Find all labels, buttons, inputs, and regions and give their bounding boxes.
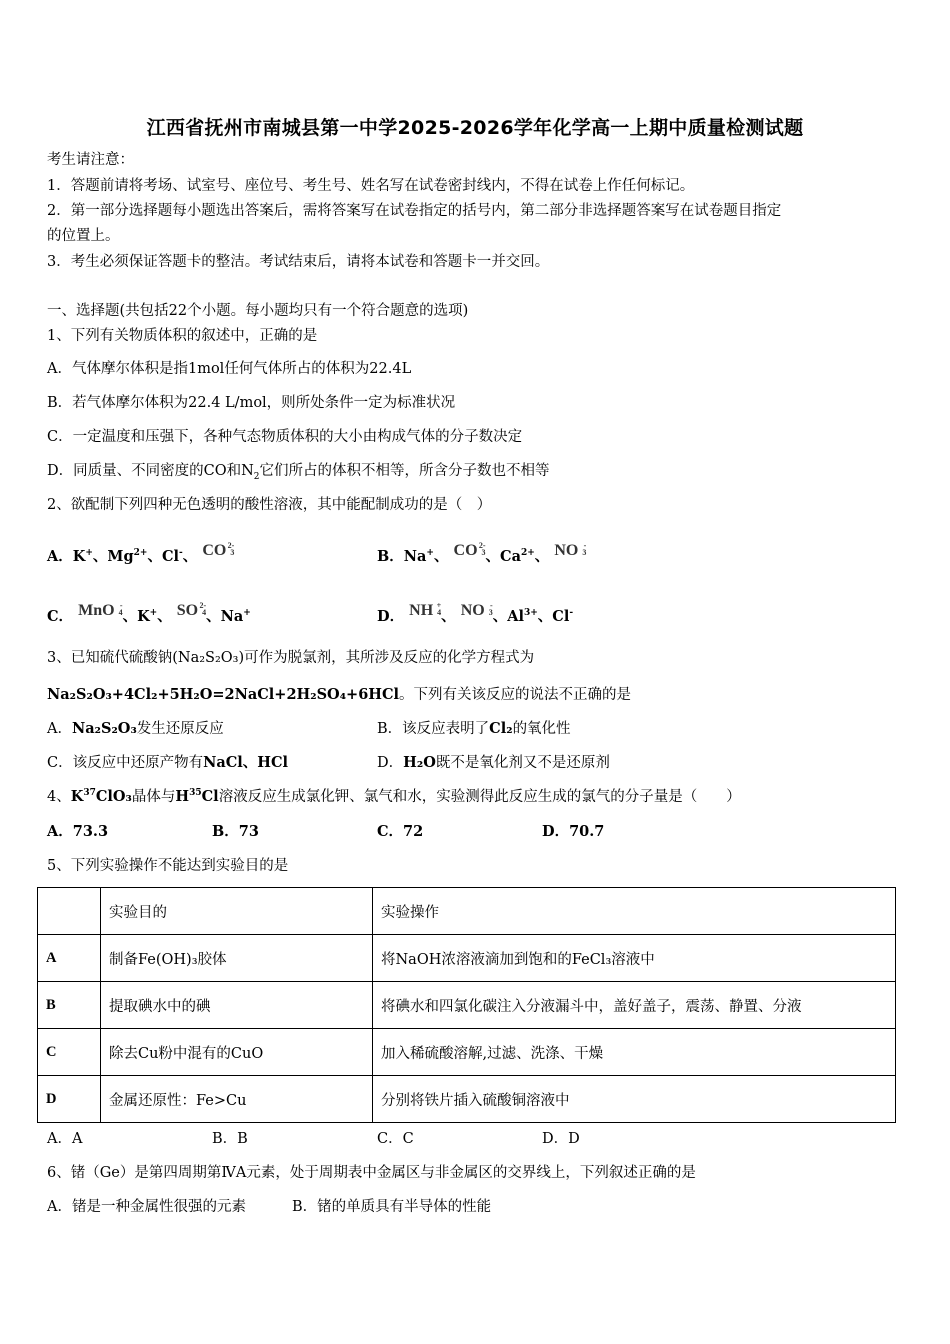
ion-k: K <box>137 608 150 625</box>
ion-al: Al <box>507 608 524 625</box>
q1-stem: 1、下列有关物质体积的叙述中，正确的是 <box>47 328 318 344</box>
q4-clo3: ClO₃ <box>95 788 132 805</box>
q1-option-c: C．一定温度和压强下，各种气态物质体积的大小由构成气体的分子数决定 <box>47 429 523 445</box>
q6-stem: 6、锗（Ge）是第四周期第ⅣA元素，处于周期表中金属区与非金属区的交界线上，下列叙述正确的是 <box>47 1165 696 1181</box>
label: A． <box>47 721 72 737</box>
ion-permanganate <box>78 601 122 621</box>
text: 发生还原反应 <box>136 721 224 737</box>
sep: 、 <box>122 608 138 625</box>
exam-title: 江西省抚州市南城县第一中学2025-2026学年化学高一上期中质量检测试题 <box>146 117 804 139</box>
q4-option-b: B．73 <box>212 823 259 840</box>
ion-sub: 4 <box>202 608 207 617</box>
q1-option-d <box>47 461 550 481</box>
ion-body: MnO <box>78 602 115 619</box>
q2-d-label: D． <box>377 608 405 625</box>
ion-charge: 2- <box>478 541 486 550</box>
table-cell-empty <box>38 888 101 935</box>
q3-option-d <box>377 753 610 773</box>
q3-option-a <box>47 719 224 739</box>
charge: + <box>243 608 251 619</box>
q5-option-d: D．D <box>542 1131 580 1147</box>
table-row-key: D <box>38 1076 101 1123</box>
q5-option-a: A．A <box>47 1131 83 1147</box>
ion-k: K <box>72 548 86 565</box>
ion-body: NO <box>460 602 485 619</box>
notice-item-3: 3．考生必须保证答题卡的整洁。考试结束后，请将本试卷和答题卡一并交回。 <box>47 254 550 270</box>
charge: - <box>569 608 574 619</box>
formula: H₂O <box>403 754 436 771</box>
ion-carbonate <box>454 541 486 561</box>
sep: 、 <box>182 548 198 565</box>
q2-option-d <box>377 601 573 627</box>
label: D． <box>377 755 404 771</box>
sep: 、 <box>147 548 162 565</box>
ion-sulfate <box>177 601 206 621</box>
charge: 2+ <box>133 548 148 559</box>
section-heading: 一、选择题(共包括22个小题。每小题均只有一个符合题意的选项) <box>47 303 469 319</box>
ion-cl: Cl <box>552 608 570 625</box>
text: 该反应表明了 <box>402 721 490 737</box>
q3-equation-tail: 。下列有关该反应的说法不正确的是 <box>399 687 632 703</box>
ion-sub: 3 <box>488 608 493 617</box>
q4-h: H <box>175 788 190 805</box>
table-header-purpose: 实验目的 <box>101 888 373 935</box>
formula: Cl₂ <box>489 720 513 737</box>
sep: 、 <box>92 548 108 565</box>
table-row-operation: 分别将铁片插入硫酸铜溶液中 <box>373 1076 896 1123</box>
text: 该反应中还原产物有 <box>72 755 204 771</box>
ion-nitrate <box>461 601 493 621</box>
q6-option-b: B．锗的单质具有半导体的性能 <box>292 1199 492 1215</box>
q4-cl: Cl <box>201 788 219 805</box>
ion-charge: 2- <box>199 601 207 610</box>
text: 的氧化性 <box>512 721 571 737</box>
sep: 、 <box>485 548 501 565</box>
table-row-key: A <box>38 935 101 982</box>
charge: 3+ <box>523 608 538 619</box>
sep: 、 <box>534 548 550 565</box>
ion-charge: - <box>119 601 123 610</box>
q5-option-c: C．C <box>377 1131 414 1147</box>
ion-ca: Ca <box>500 548 521 565</box>
table-row <box>38 1076 896 1123</box>
ion-body: SO <box>176 602 199 619</box>
label: B． <box>377 721 403 737</box>
q4-text-1: 晶体与 <box>131 789 176 805</box>
ion-cl: Cl <box>161 548 179 565</box>
sep: 、 <box>441 608 456 625</box>
sep: 、 <box>206 608 221 625</box>
q5-option-b: B．B <box>212 1131 248 1147</box>
q1-d-text-1: D．同质量、不同密度的CO和N <box>47 463 254 479</box>
q2-option-a <box>47 541 234 567</box>
charge: + <box>85 548 93 559</box>
table-row-key: C <box>38 1029 101 1076</box>
q4-k: K <box>70 788 84 805</box>
table-row-purpose: 提取碘水中的碘 <box>101 982 373 1029</box>
q1-d-text-2: 它们所占的体积不相等，所含分子数也不相等 <box>259 463 550 479</box>
sep: 、 <box>157 608 172 625</box>
ion-sub: 4 <box>118 608 123 617</box>
ion-nitrate <box>554 541 586 561</box>
q4-option-a: A．73.3 <box>47 823 109 840</box>
q3-stem: 3、已知硫代硫酸钠(Na₂S₂O₃)可作为脱氯剂，其所涉及反应的化学方程式为 <box>47 650 535 666</box>
table-row-operation: 将NaOH浓溶液滴加到饱和的FeCl₃溶液中 <box>373 935 896 982</box>
table-row <box>38 1029 896 1076</box>
table-row-purpose: 除去Cu粉中混有的CuO <box>101 1029 373 1076</box>
q1-d-sub: 2 <box>253 471 260 482</box>
text: 既不是氧化剂又不是还原剂 <box>435 755 610 771</box>
table-row <box>38 935 896 982</box>
charge: + <box>426 548 434 559</box>
q4-option-d: D．70.7 <box>542 823 605 840</box>
sep: 、 <box>492 608 508 625</box>
ion-carbonate <box>202 541 234 561</box>
q4-isotope-35: 35 <box>189 788 202 799</box>
q2-b-label: B． <box>377 548 404 565</box>
table-row <box>38 982 896 1029</box>
notice-item-2: 2．第一部分选择题每小题选出答案后，需将答案写在试卷指定的括号内，第二部分非选择题答案写在试卷题目指定 <box>47 203 782 219</box>
q1-option-b: B．若气体摩尔体积为22.4 L/mol，则所处条件一定为标准状况 <box>47 395 456 411</box>
table-row-operation: 加入稀硫酸溶解,过滤、洗涤、干燥 <box>373 1029 896 1076</box>
sep: 、 <box>537 608 553 625</box>
ion-body: CO <box>453 542 478 559</box>
q6-option-a: A．锗是一种金属性很强的元素 <box>47 1199 246 1215</box>
sep: 、 <box>433 548 449 565</box>
q2-c-label: C． <box>47 608 74 625</box>
q2-option-b <box>377 541 586 567</box>
q3-equation-line <box>47 685 631 705</box>
ion-na: Na <box>403 548 427 565</box>
label: C． <box>47 755 73 771</box>
notice-item-1: 1．答题前请将考场、试室号、座位号、考生号、姓名写在试卷密封线内，不得在试卷上作任何标记。 <box>47 178 695 194</box>
q3-equation: Na₂S₂O₃+4Cl₂+5H₂O=2NaCl+2H₂SO₄+6HCl <box>47 686 400 703</box>
q3-option-b <box>377 719 571 739</box>
ion-ammonium <box>409 601 441 621</box>
notice-heading: 考生请注意： <box>47 152 134 168</box>
table-header-row <box>38 888 896 935</box>
q4-stem <box>47 787 741 807</box>
charge: - <box>179 548 183 559</box>
ion-sub: 4 <box>437 608 442 617</box>
q3-option-c <box>47 753 288 773</box>
q2-option-c <box>47 601 251 627</box>
notice-item-2-cont: 的位置上。 <box>47 228 120 244</box>
ion-charge: - <box>490 601 493 610</box>
q1-option-a: A．气体摩尔体积是指1mol任何气体所占的体积为22.4L <box>47 361 412 377</box>
table-row-key: B <box>38 982 101 1029</box>
ion-body: NH <box>409 602 434 619</box>
table-header-operation: 实验操作 <box>373 888 896 935</box>
ion-mg: Mg <box>107 548 134 565</box>
q2-a-label: A． <box>47 548 73 565</box>
q4-option-c: C．72 <box>377 823 424 840</box>
formula: NaCl、HCl <box>203 754 289 771</box>
ion-na: Na <box>220 608 244 625</box>
charge: 2+ <box>520 548 535 559</box>
ion-sub: 3 <box>481 548 486 557</box>
ion-body: NO <box>554 542 579 559</box>
ion-charge: 2- <box>227 541 235 550</box>
formula: Na₂S₂O₃ <box>71 720 137 737</box>
q4-text-2: 溶液反应生成氯化钾、氯气和水，实验测得此反应生成的氯气的分子量是（ ） <box>218 789 741 805</box>
q5-table <box>37 887 896 1123</box>
table-row-purpose: 金属还原性：Fe>Cu <box>101 1076 373 1123</box>
q5-stem: 5、下列实验操作不能达到实验目的是 <box>47 858 289 874</box>
charge: + <box>149 608 158 619</box>
ion-charge: - <box>583 541 587 550</box>
table-row-purpose: 制备Fe(OH)₃胶体 <box>101 935 373 982</box>
table-row-operation: 将碘水和四氯化碳注入分液漏斗中，盖好盖子，震荡、静置、分液 <box>373 982 896 1029</box>
ion-sub: 3 <box>582 548 587 557</box>
ion-body: CO <box>202 542 227 559</box>
ion-charge: + <box>436 601 442 610</box>
q4-num: 4、 <box>47 789 71 805</box>
q2-stem: 2、欲配制下列四种无色透明的酸性溶液，其中能配制成功的是（ ） <box>47 497 492 513</box>
ion-sub: 3 <box>230 548 235 557</box>
q4-isotope-37: 37 <box>83 788 96 799</box>
